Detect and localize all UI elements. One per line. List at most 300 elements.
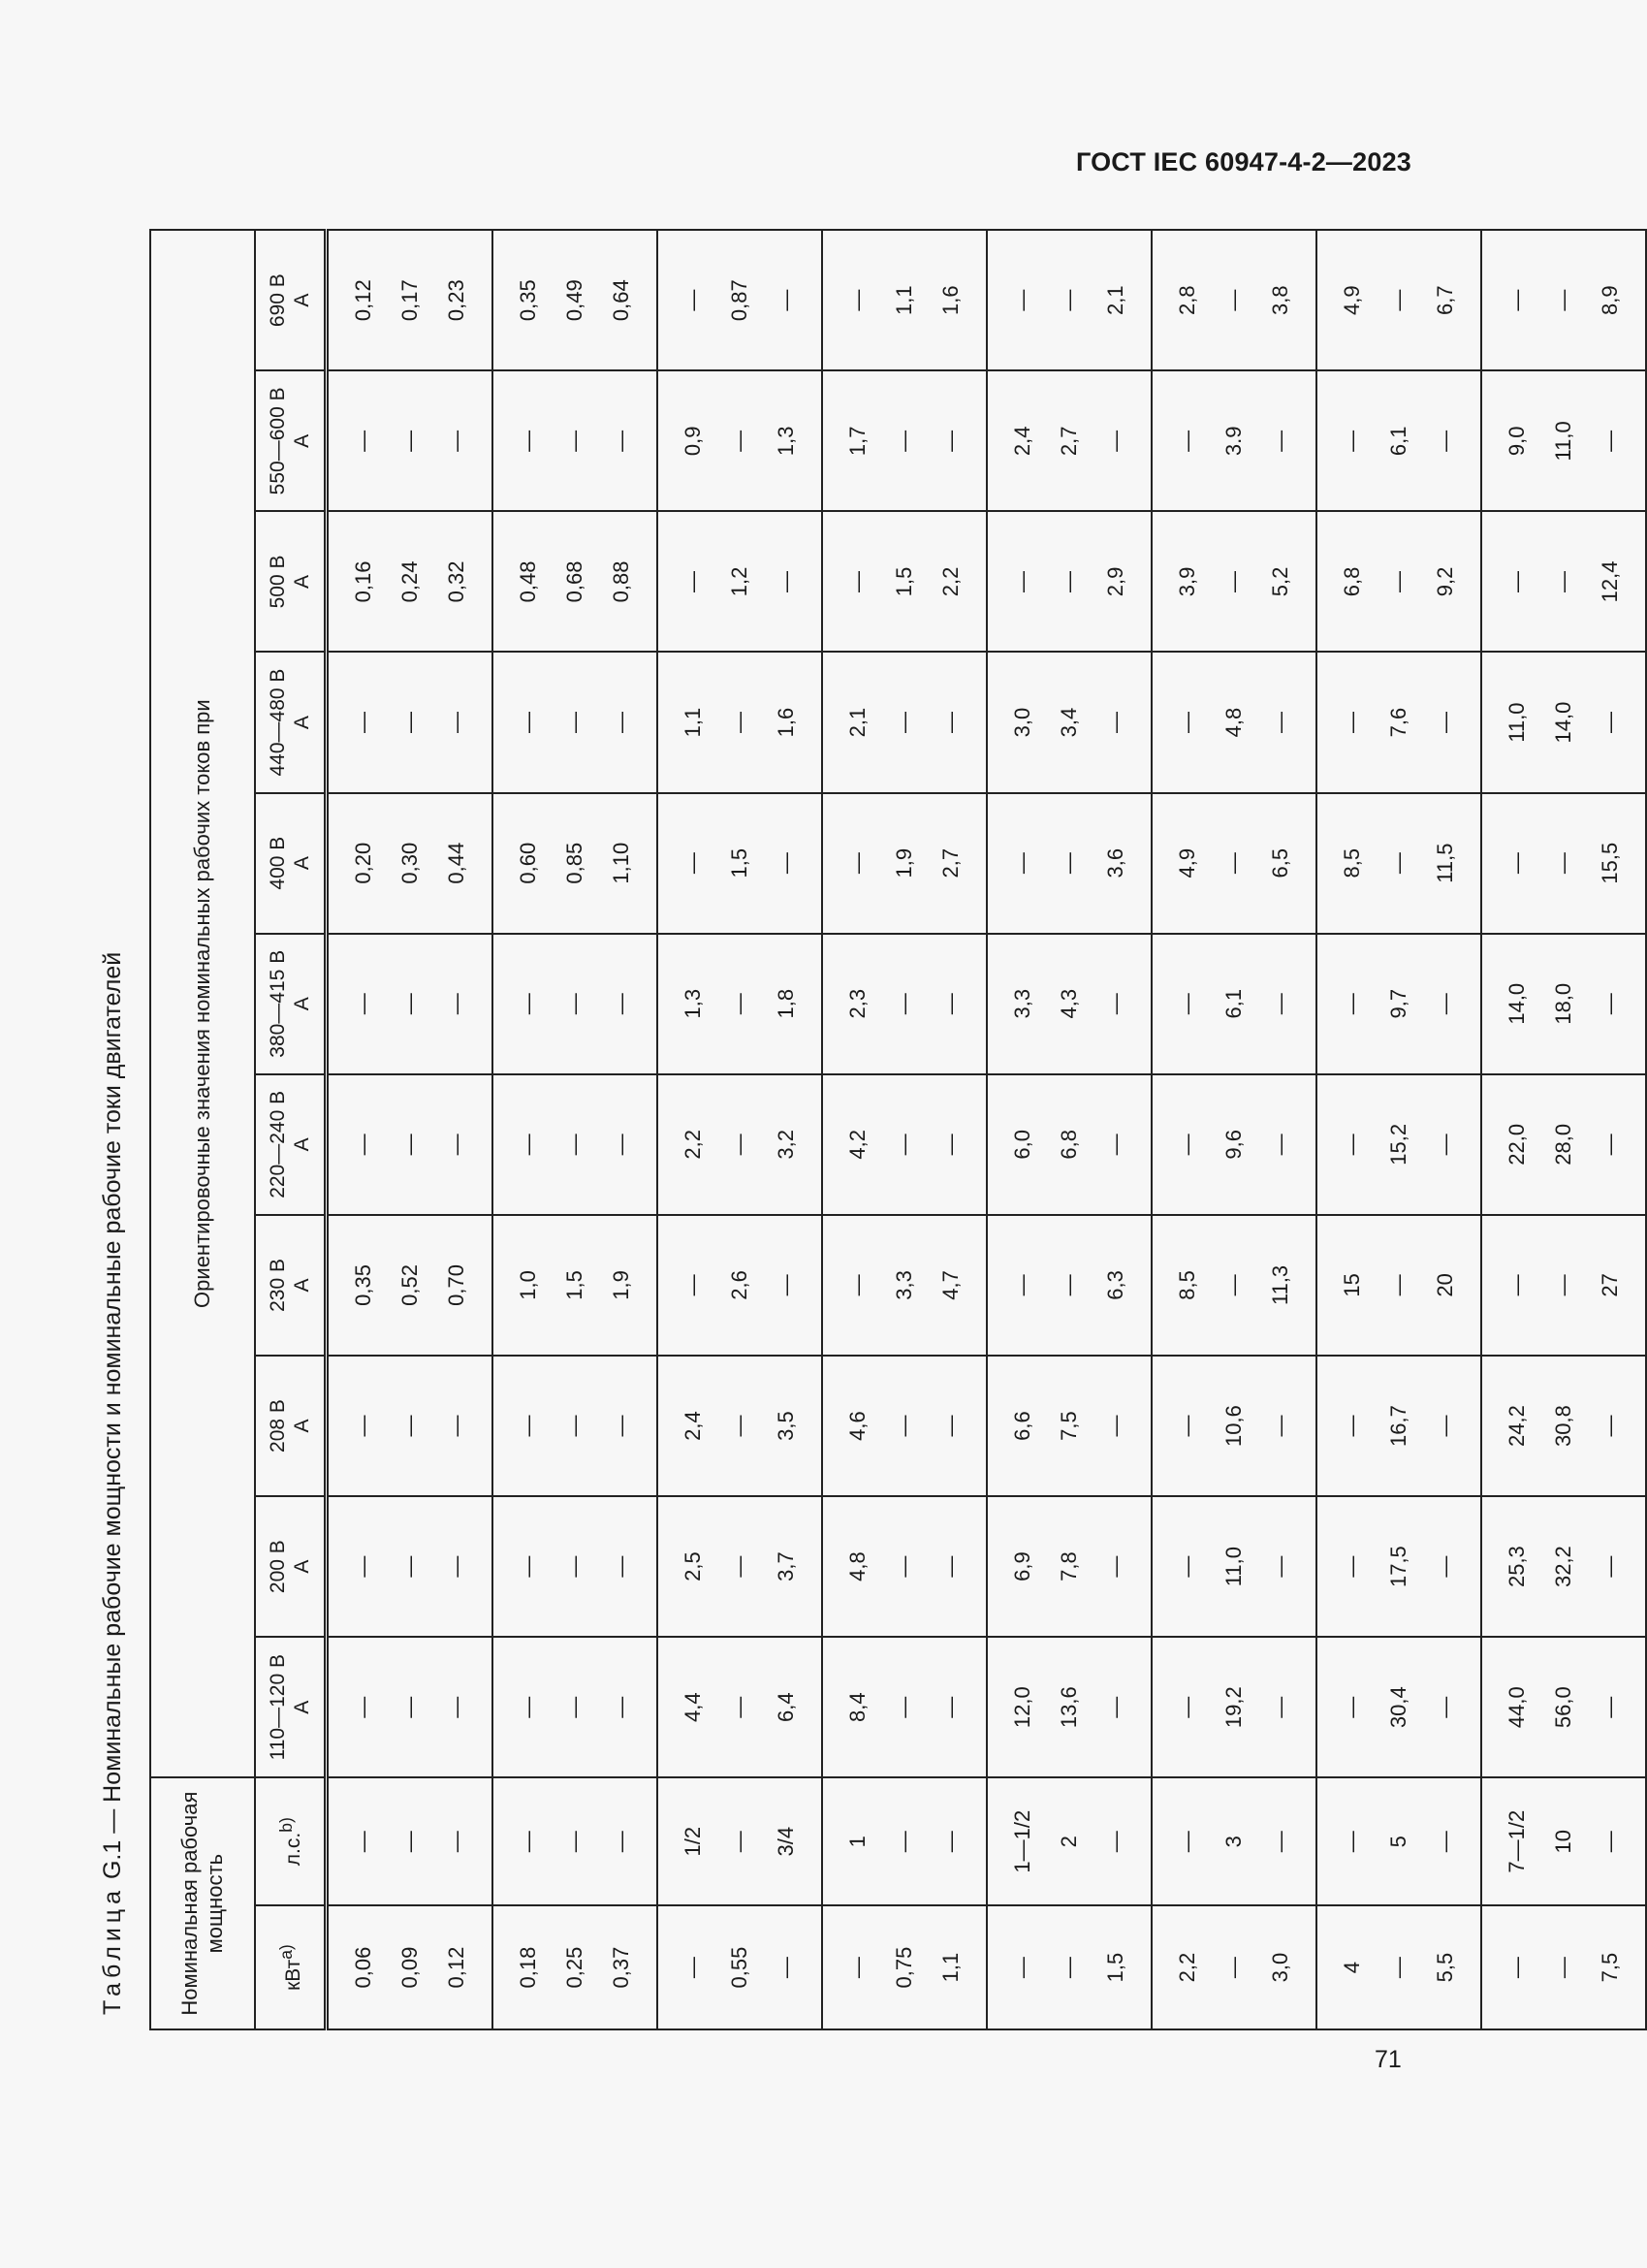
header-voltage-value: 690 В [267,273,289,328]
table-cell: — [1587,653,1646,793]
table-cell: — [1046,1905,1093,2029]
table-cell: — [881,1074,928,1215]
table-cell: 0,09 [387,1905,433,2029]
header-voltage-unit: А [291,856,313,871]
table-cell: — [387,1074,433,1215]
table-cell: — [1540,230,1587,370]
table-cell: 8,9 [1587,230,1646,370]
table-cell: 4,9 [1152,793,1211,934]
table-row [327,230,388,2029]
table-row [1046,230,1093,2029]
header-voltage [255,1637,327,1777]
table-cell: 7,5 [1587,1905,1646,2029]
table-cell: 4 [1316,1905,1376,2029]
header-hp [255,1777,327,1905]
header-voltage-value: 208 В [267,1399,289,1453]
table-cell: — [1481,793,1540,934]
table-cell: 4,3 [1046,934,1093,1074]
table-cell: 0,64 [598,230,657,370]
table-cell: — [716,1777,763,1905]
table-cell: — [1152,1356,1211,1496]
table-cell: — [433,1356,492,1496]
table-cell: — [881,653,928,793]
table-cell: — [598,653,657,793]
table-cell: 0,87 [716,230,763,370]
table-cell: — [1422,1074,1481,1215]
table-cell: 5,5 [1422,1905,1481,2029]
table-cell: 1,3 [763,370,822,511]
table-cell: — [928,1074,987,1215]
header-voltage-value: 440—480 В [267,668,289,777]
header-hp-footnote: b) [276,1817,296,1833]
table-cell: — [433,934,492,1074]
header-voltage [255,511,327,652]
table-cell: — [387,1777,433,1905]
table-caption [99,952,127,2015]
table-cell: 0,9 [657,370,716,511]
table-cell: 2,8 [1152,230,1211,370]
table-cell: 30,8 [1540,1356,1587,1496]
header-rated-currents: Ориентировочные значения номинальных рабочих токов при [150,230,255,1777]
table-cell: 5 [1376,1777,1422,1905]
table-cell: 16,7 [1376,1356,1422,1496]
table-cell: — [1316,1777,1376,1905]
table-cell: 0,24 [387,511,433,652]
table-cell: — [492,934,552,1074]
table-cell: — [1211,1905,1257,2029]
table-cell: 22,0 [1481,1074,1540,1215]
table-row [1376,230,1422,2029]
table-cell: — [387,1356,433,1496]
table-cell: — [1152,1074,1211,1215]
table-cell: 7—1/2 [1481,1777,1540,1905]
table-cell: — [1540,1905,1587,2029]
caption-prefix: Таблица [99,1885,126,2015]
header-voltage-unit: А [291,1137,313,1152]
table-cell: 6,4 [763,1637,822,1777]
table-cell: — [1093,1637,1152,1777]
table-cell: 9,2 [1422,511,1481,652]
header-hp-label: л.с. [282,1832,304,1867]
table-cell: — [1316,934,1376,1074]
table-cell: 1,9 [881,793,928,934]
table-cell: 4,9 [1316,230,1376,370]
table-cell: — [1422,1356,1481,1496]
table-cell: — [552,653,598,793]
table-cell: 6,8 [1316,511,1376,652]
table-cell: 2,7 [928,793,987,934]
table-cell: 7,8 [1046,1496,1093,1637]
table-cell: 3,5 [763,1356,822,1496]
page-number: 71 [1375,2046,1402,2073]
table-cell: — [598,1496,657,1637]
table-cell: 12,0 [987,1637,1046,1777]
table-cell: — [492,1356,552,1496]
table-cell: 3,7 [763,1496,822,1637]
table-cell: — [1257,370,1316,511]
table-cell: — [1540,793,1587,934]
table-cell: 8,5 [1152,1215,1211,1356]
table-cell: 4,6 [822,1356,881,1496]
table-cell: 2,1 [1093,230,1152,370]
table-cell: — [327,1496,388,1637]
table-cell: 3.9 [1211,370,1257,511]
table-cell: — [552,1074,598,1215]
table-row [1587,230,1646,2029]
table-cell: 2,2 [657,1074,716,1215]
table-cell: — [1257,653,1316,793]
table-cell: — [492,1637,552,1777]
table-cell: — [1093,934,1152,1074]
header-voltage-value: 380—415 В [267,949,289,1058]
table-cell: — [657,230,716,370]
caption-title: G.1 — Номинальные рабочие мощности и номинальные рабочие токи двигателей [99,951,126,1880]
table-cell: — [552,1637,598,1777]
table-cell: — [1587,1777,1646,1905]
table-cell: 1,6 [928,230,987,370]
table-cell: — [881,1356,928,1496]
header-kw-footnote: a) [276,1944,296,1960]
table-cell: 14,0 [1540,653,1587,793]
table-cell: — [987,1905,1046,2029]
header-voltage [255,793,327,934]
table-cell: 1,5 [881,511,928,652]
table-cell: — [1211,230,1257,370]
table-cell: — [1093,1356,1152,1496]
table-cell: 0,37 [598,1905,657,2029]
table-cell: — [1152,1496,1211,1637]
table-cell: 1,6 [763,653,822,793]
table-cell: — [1540,1215,1587,1356]
table-cell: 2,6 [716,1215,763,1356]
table-cell: — [1481,1215,1540,1356]
header-voltage [255,653,327,793]
table-cell: — [1211,511,1257,652]
document-code: ГОСТ IEC 60947-4-2—2023 [1075,147,1411,176]
table-row [928,230,987,2029]
table-cell: — [763,511,822,652]
table-cell: — [822,1905,881,2029]
table-cell: 0,52 [387,1215,433,1356]
table-cell: 0,18 [492,1905,552,2029]
table-cell: — [1422,1637,1481,1777]
table-cell: 6,1 [1211,934,1257,1074]
table-cell: 1—1/2 [987,1777,1046,1905]
table-cell: 8,4 [822,1637,881,1777]
table-cell: — [1540,511,1587,652]
table-cell: 1,1 [928,1905,987,2029]
table-cell: 44,0 [1481,1637,1540,1777]
table-cell: — [387,653,433,793]
table-cell: — [928,1496,987,1637]
table-cell: — [881,1637,928,1777]
table-cell: 2,1 [822,653,881,793]
table-cell: 0,30 [387,793,433,934]
table-cell: 11,0 [1540,370,1587,511]
table-cell: 0,20 [327,793,388,934]
table-row [492,230,552,2029]
table-cell: — [1587,934,1646,1074]
table-row [1422,230,1481,2029]
table-row [433,230,492,2029]
table-cell: 1/2 [657,1777,716,1905]
table-cell: — [327,653,388,793]
table-cell: — [716,370,763,511]
table-cell: 2,9 [1093,511,1152,652]
table-cell: 2,5 [657,1496,716,1637]
table-cell: — [928,1777,987,1905]
table-cell: 0,17 [387,230,433,370]
table-cell: 2,2 [1152,1905,1211,2029]
table-cell: — [716,934,763,1074]
table-cell: 20 [1422,1215,1481,1356]
table-cell: 10,6 [1211,1356,1257,1496]
table-cell: — [1376,1905,1422,2029]
header-voltage-unit: А [291,433,313,448]
header-voltage-unit: А [291,1559,313,1574]
table-cell: 4,4 [657,1637,716,1777]
header-voltage [255,1356,327,1496]
table-cell: — [1152,1637,1211,1777]
table-cell: — [1316,1074,1376,1215]
table-cell: 2 [1046,1777,1093,1905]
table-cell: 4,8 [1211,653,1257,793]
header-rated-power: Номинальная рабочая мощность [150,1777,255,2029]
table-cell: 9,6 [1211,1074,1257,1215]
table-cell: — [1316,1637,1376,1777]
table-cell: — [1257,1637,1316,1777]
header-voltage [255,1215,327,1356]
table-row [987,230,1046,2029]
table-cell: — [1152,934,1211,1074]
table-cell: 18,0 [1540,934,1587,1074]
header-voltage-unit: А [291,1419,313,1433]
table-cell: — [387,370,433,511]
table-cell: — [598,934,657,1074]
table-row [1481,230,1540,2029]
table-cell: 30,4 [1376,1637,1422,1777]
table-row [822,230,881,2029]
table-cell: — [881,1496,928,1637]
table-cell: — [327,370,388,511]
table-cell: — [552,934,598,1074]
table-row [1152,230,1211,2029]
header-voltage-unit: А [291,574,313,589]
table-cell: 0,70 [433,1215,492,1356]
table-cell: 15,5 [1587,793,1646,934]
table-cell: — [928,1356,987,1496]
table-cell: 3,9 [1152,511,1211,652]
table-cell: — [822,1215,881,1356]
table-cell: — [1257,1777,1316,1905]
table-cell: 3 [1211,1777,1257,1905]
table-cell: — [1152,1777,1211,1905]
table-cell: — [327,1777,388,1905]
table-cell: 7,5 [1046,1356,1093,1496]
table-row [552,230,598,2029]
table-cell: 27 [1587,1215,1646,1356]
table-cell: 1,3 [657,934,716,1074]
header-voltage [255,230,327,370]
table-cell: 2,2 [928,511,987,652]
table-cell: — [552,370,598,511]
table-cell: 0,12 [327,230,388,370]
table-cell: — [327,1074,388,1215]
table-cell: 0,06 [327,1905,388,2029]
table-cell: — [598,1074,657,1215]
table-cell: — [1587,1637,1646,1777]
header-voltage-value: 200 В [267,1540,289,1594]
table-body [327,230,1647,2029]
table-cell: — [1587,1356,1646,1496]
table-cell: — [433,1777,492,1905]
table-cell: 1,0 [492,1215,552,1356]
table-cell: 0,12 [433,1905,492,2029]
table-row [763,230,822,2029]
table-cell: — [822,793,881,934]
table-cell: — [763,1905,822,2029]
table-cell: — [1316,653,1376,793]
table-cell: 3,0 [987,653,1046,793]
table-cell: — [1093,1074,1152,1215]
table-cell: — [1257,934,1316,1074]
table-cell: — [987,1215,1046,1356]
table-row [716,230,763,2029]
table-cell: 8,5 [1316,793,1376,934]
table-cell: — [387,1496,433,1637]
table-cell: — [1093,1496,1152,1637]
table-cell: — [433,1496,492,1637]
table-cell: 1,9 [598,1215,657,1356]
table-cell: — [987,793,1046,934]
header-voltage-unit: А [291,293,313,307]
table-cell: — [387,934,433,1074]
table-cell: — [492,1777,552,1905]
table-cell: 0,75 [881,1905,928,2029]
table-cell: 1,5 [716,793,763,934]
table-cell: 1,2 [716,511,763,652]
table-cell: — [1587,1074,1646,1215]
table-cell: 6,6 [987,1356,1046,1496]
table-cell: — [763,1215,822,1356]
table-cell: — [1376,511,1422,652]
table-cell: — [657,1215,716,1356]
table-cell: 13,6 [1046,1637,1093,1777]
table-cell: — [1422,653,1481,793]
table-cell: 11,3 [1257,1215,1316,1356]
table-cell: 6,7 [1422,230,1481,370]
table-cell: 0,25 [552,1905,598,2029]
table-cell: 0,60 [492,793,552,934]
table-cell: — [1046,1215,1093,1356]
table-cell: — [327,1356,388,1496]
table-cell: 1,7 [822,370,881,511]
table-cell: 19,2 [1211,1637,1257,1777]
table-cell: — [552,1777,598,1905]
table-cell: — [433,1637,492,1777]
table-cell: 2,7 [1046,370,1093,511]
table-cell: 6,8 [1046,1074,1093,1215]
header-voltage [255,1074,327,1215]
table-row [1211,230,1257,2029]
table-cell: — [1093,370,1152,511]
table-cell: — [598,1637,657,1777]
table-cell: 3,8 [1257,230,1316,370]
table-cell: 1,1 [881,230,928,370]
table-cell: 1,5 [1093,1905,1152,2029]
table-cell: — [492,1074,552,1215]
table-cell: 1,1 [657,653,716,793]
table-cell: 25,3 [1481,1496,1540,1637]
table-cell: — [1211,1215,1257,1356]
header-kw [255,1905,327,2029]
table-cell: 9,7 [1376,934,1422,1074]
table-cell: — [1376,1215,1422,1356]
header-voltage-value: 550—600 В [267,387,289,495]
table-cell: 11,0 [1211,1496,1257,1637]
table-cell: — [1046,511,1093,652]
table-cell: 0,32 [433,511,492,652]
motor-currents-table [149,229,1647,2030]
table-cell: — [492,653,552,793]
table-cell: 7,6 [1376,653,1422,793]
table-cell: — [1587,370,1646,511]
table-cell: 2,3 [822,934,881,1074]
table-cell: — [1316,1496,1376,1637]
table-cell: 3,3 [881,1215,928,1356]
table-cell: — [1481,230,1540,370]
header-kw-label: кВт [282,1959,304,1991]
table-cell: — [1211,793,1257,934]
header-voltage [255,370,327,511]
table-cell: — [987,230,1046,370]
table-row [1540,230,1587,2029]
table-cell: — [1376,230,1422,370]
table-cell: — [716,1496,763,1637]
table-cell: — [1046,230,1093,370]
table-cell: 11,5 [1422,793,1481,934]
table-cell: 0,35 [327,1215,388,1356]
table-cell: — [433,370,492,511]
table-cell: 3,2 [763,1074,822,1215]
table-row [387,230,433,2029]
table-cell: 2,4 [657,1356,716,1496]
table-cell: 6,3 [1093,1215,1152,1356]
table-cell: — [1152,653,1211,793]
table-cell: — [657,1905,716,2029]
table-row [657,230,716,2029]
table-cell: 0,55 [716,1905,763,2029]
table-cell: — [492,370,552,511]
table-cell: — [1257,1356,1316,1496]
table-cell: 0,35 [492,230,552,370]
table-cell: — [327,934,388,1074]
table-cell: 9,0 [1481,370,1540,511]
header-voltage-value: 230 В [267,1258,289,1312]
table-cell: — [716,1356,763,1496]
table-cell: — [881,1777,928,1905]
header-voltage-value: 500 В [267,555,289,609]
table-cell: 5,2 [1257,511,1316,652]
table-cell: — [1316,1356,1376,1496]
table-cell: 6,0 [987,1074,1046,1215]
table-cell: — [598,1777,657,1905]
table-cell: — [387,1637,433,1777]
table-cell: 1,5 [552,1215,598,1356]
table-cell: — [928,370,987,511]
table-cell: 56,0 [1540,1637,1587,1777]
table-cell: — [1093,653,1152,793]
